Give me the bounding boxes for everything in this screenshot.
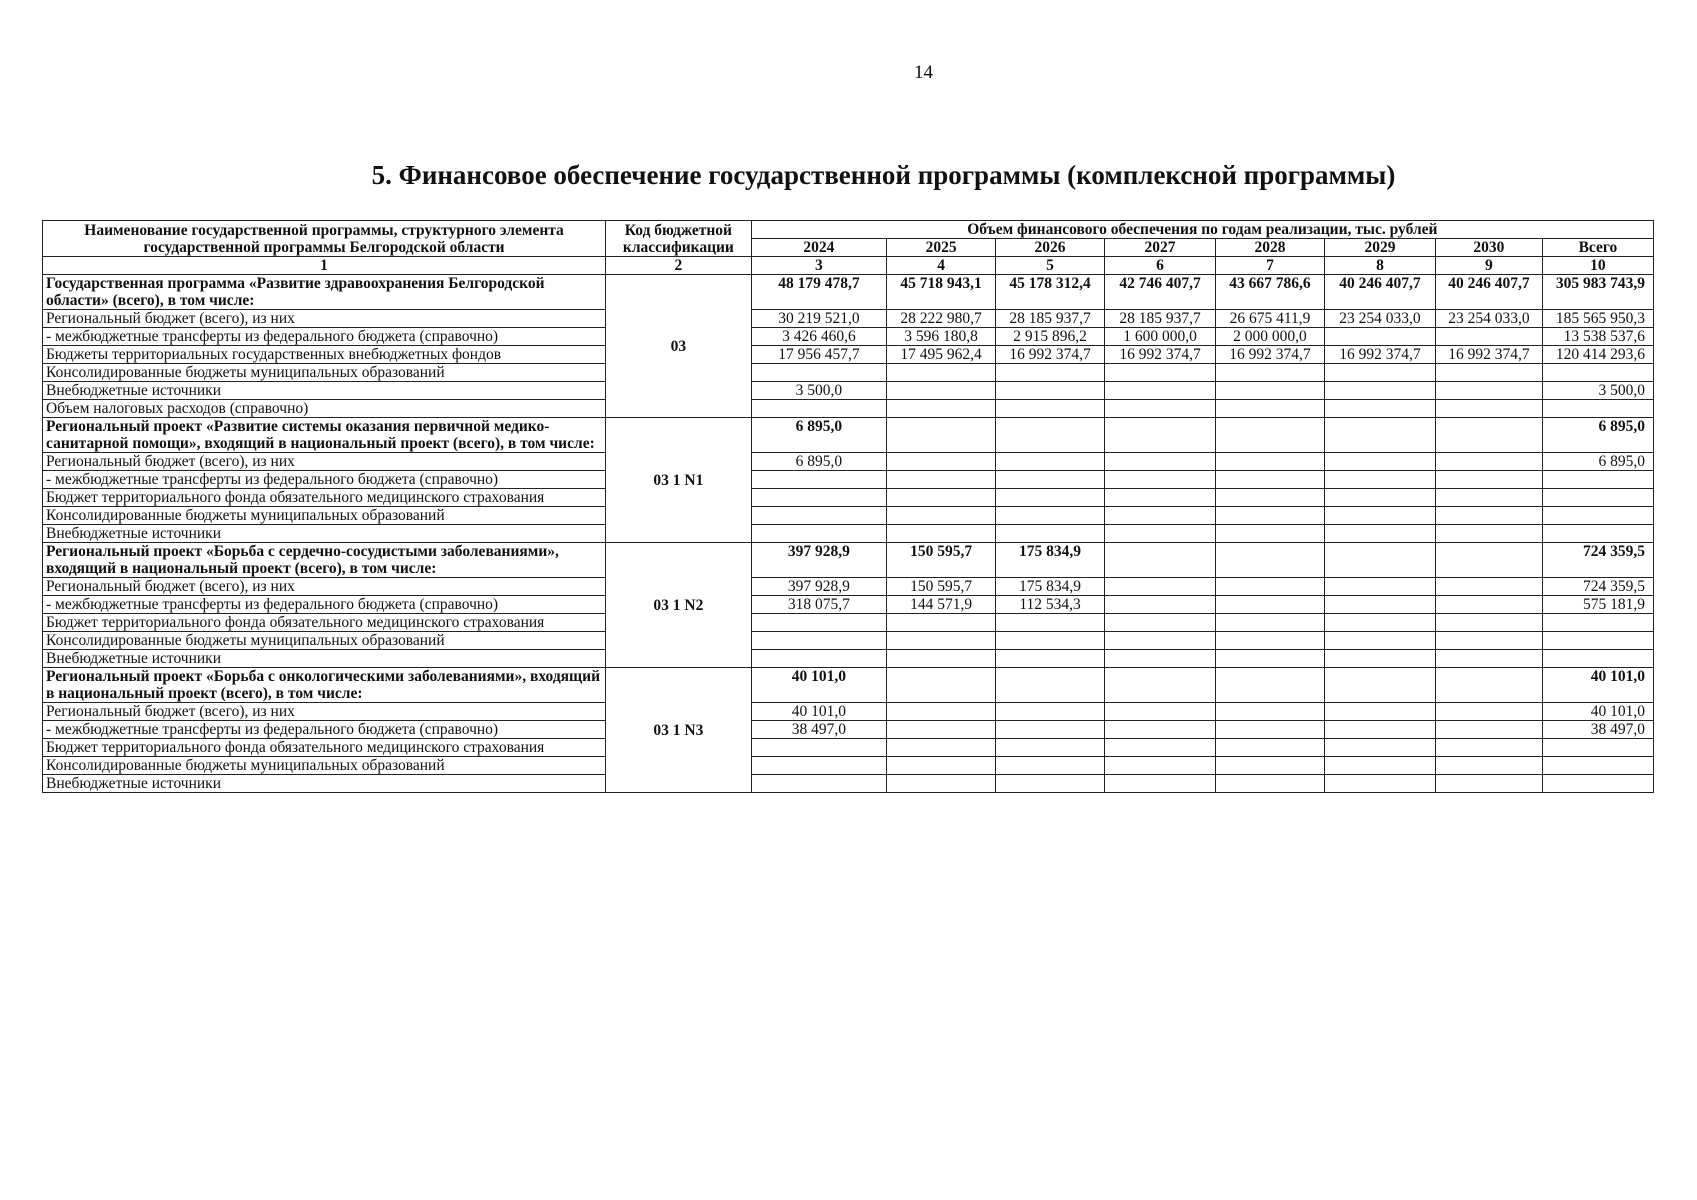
- value-cell: [887, 364, 996, 382]
- value-cell: 16 992 374,7: [1324, 346, 1435, 364]
- value-cell: [1324, 578, 1435, 596]
- total-cell: [1542, 650, 1653, 668]
- value-cell: [1216, 453, 1325, 471]
- total-cell: [1542, 525, 1653, 543]
- value-cell: [1324, 400, 1435, 418]
- table-row: [43, 757, 1654, 775]
- value-cell: 28 185 937,7: [1105, 310, 1216, 328]
- value-cell: [996, 775, 1105, 793]
- value-cell: [1216, 596, 1325, 614]
- value-cell: [996, 471, 1105, 489]
- value-cell: [1216, 489, 1325, 507]
- row-name: Объем налоговых расходов (справочно): [43, 400, 606, 418]
- col-index: 2: [606, 257, 752, 275]
- value-cell: 16 992 374,7: [1435, 346, 1542, 364]
- value-cell: [1216, 614, 1325, 632]
- value-cell: 175 834,9: [996, 543, 1105, 578]
- col-index: 3: [751, 257, 886, 275]
- value-cell: [1324, 596, 1435, 614]
- value-cell: 3 596 180,8: [887, 328, 996, 346]
- row-name: - межбюджетные трансферты из федерального бюджета (справочно): [43, 471, 606, 489]
- value-cell: 30 219 521,0: [751, 310, 886, 328]
- value-cell: [996, 489, 1105, 507]
- value-cell: [1216, 364, 1325, 382]
- value-cell: [887, 668, 996, 703]
- value-cell: [1324, 775, 1435, 793]
- value-cell: [1105, 400, 1216, 418]
- row-name: Консолидированные бюджеты муниципальных образований: [43, 632, 606, 650]
- table-row: [43, 489, 1654, 507]
- value-cell: [1435, 596, 1542, 614]
- total-cell: 40 101,0: [1542, 668, 1653, 703]
- row-name: Бюджеты территориальных государственных внебюджетных фондов: [43, 346, 606, 364]
- value-cell: [1105, 543, 1216, 578]
- value-cell: 43 667 786,6: [1216, 275, 1325, 310]
- table-row: [43, 650, 1654, 668]
- value-cell: [1105, 453, 1216, 471]
- total-cell: [1542, 489, 1653, 507]
- value-cell: [1324, 525, 1435, 543]
- table-row: [43, 346, 1654, 364]
- total-cell: [1542, 614, 1653, 632]
- table-row: [43, 721, 1654, 739]
- value-cell: [1216, 775, 1325, 793]
- value-cell: [751, 775, 886, 793]
- value-cell: [887, 525, 996, 543]
- finance-table: [42, 220, 1654, 793]
- value-cell: [1435, 453, 1542, 471]
- value-cell: [887, 400, 996, 418]
- total-cell: 6 895,0: [1542, 418, 1653, 453]
- value-cell: [1324, 721, 1435, 739]
- table-row: [43, 775, 1654, 793]
- value-cell: [996, 650, 1105, 668]
- value-cell: [887, 703, 996, 721]
- header-year: 2026: [996, 239, 1105, 257]
- value-cell: [1324, 364, 1435, 382]
- row-name: Внебюджетные источники: [43, 382, 606, 400]
- value-cell: [1105, 650, 1216, 668]
- value-cell: [1435, 543, 1542, 578]
- table-row: [43, 668, 1654, 703]
- value-cell: [751, 614, 886, 632]
- value-cell: [751, 739, 886, 757]
- total-cell: 305 983 743,9: [1542, 275, 1653, 310]
- value-cell: [887, 650, 996, 668]
- value-cell: [1435, 775, 1542, 793]
- value-cell: [887, 471, 996, 489]
- value-cell: [996, 614, 1105, 632]
- total-cell: [1542, 775, 1653, 793]
- value-cell: [751, 364, 886, 382]
- row-name: Региональный бюджет (всего), из них: [43, 310, 606, 328]
- row-name: Государственная программа «Развитие здравоохранения Белгородской области» (всего), в том числе:: [43, 275, 606, 310]
- row-name: Бюджет территориального фонда обязательного медицинского страхования: [43, 614, 606, 632]
- table-row: [43, 703, 1654, 721]
- value-cell: 6 895,0: [751, 453, 886, 471]
- row-name: Региональный бюджет (всего), из них: [43, 703, 606, 721]
- col-index: 1: [43, 257, 606, 275]
- row-name: Бюджет территориального фонда обязательного медицинского страхования: [43, 489, 606, 507]
- value-cell: [1216, 543, 1325, 578]
- table-row: [43, 632, 1654, 650]
- value-cell: [996, 525, 1105, 543]
- value-cell: [1324, 489, 1435, 507]
- row-name: - межбюджетные трансферты из федерального бюджета (справочно): [43, 721, 606, 739]
- value-cell: 150 595,7: [887, 543, 996, 578]
- total-cell: 3 500,0: [1542, 382, 1653, 400]
- page-number: 14: [914, 62, 933, 83]
- col-index: 7: [1216, 257, 1325, 275]
- value-cell: [996, 632, 1105, 650]
- value-cell: 48 179 478,7: [751, 275, 886, 310]
- value-cell: [996, 364, 1105, 382]
- row-name: - межбюджетные трансферты из федерального бюджета (справочно): [43, 328, 606, 346]
- value-cell: [1105, 418, 1216, 453]
- value-cell: [887, 721, 996, 739]
- value-cell: 318 075,7: [751, 596, 886, 614]
- value-cell: [1435, 703, 1542, 721]
- table-row: [43, 275, 1654, 310]
- budget-code: 03: [606, 275, 752, 418]
- table-row: [43, 543, 1654, 578]
- value-cell: 23 254 033,0: [1435, 310, 1542, 328]
- value-cell: [1435, 471, 1542, 489]
- value-cell: [887, 757, 996, 775]
- value-cell: [1105, 507, 1216, 525]
- value-cell: [887, 632, 996, 650]
- value-cell: [1105, 668, 1216, 703]
- value-cell: [887, 614, 996, 632]
- value-cell: 2 000 000,0: [1216, 328, 1325, 346]
- value-cell: 42 746 407,7: [1105, 275, 1216, 310]
- value-cell: [1216, 632, 1325, 650]
- table-row: [43, 578, 1654, 596]
- value-cell: [887, 775, 996, 793]
- page-title: 5. Финансовое обеспечение государственной программы (комплексной программы): [371, 160, 1396, 190]
- value-cell: 45 718 943,1: [887, 275, 996, 310]
- value-cell: [1435, 489, 1542, 507]
- value-cell: [1324, 703, 1435, 721]
- row-name: - межбюджетные трансферты из федерального бюджета (справочно): [43, 596, 606, 614]
- value-cell: 397 928,9: [751, 578, 886, 596]
- value-cell: [1105, 703, 1216, 721]
- value-cell: [1435, 614, 1542, 632]
- value-cell: [751, 757, 886, 775]
- value-cell: 1 600 000,0: [1105, 328, 1216, 346]
- header-year: 2024: [751, 239, 886, 257]
- value-cell: [1435, 632, 1542, 650]
- value-cell: [1435, 364, 1542, 382]
- table-row: [43, 328, 1654, 346]
- value-cell: [1216, 739, 1325, 757]
- value-cell: [1324, 471, 1435, 489]
- value-cell: [1435, 328, 1542, 346]
- value-cell: 23 254 033,0: [1324, 310, 1435, 328]
- header-total: Всего: [1542, 239, 1653, 257]
- total-cell: 13 538 537,6: [1542, 328, 1653, 346]
- value-cell: [1105, 364, 1216, 382]
- value-cell: [1216, 525, 1325, 543]
- value-cell: 150 595,7: [887, 578, 996, 596]
- value-cell: [751, 471, 886, 489]
- value-cell: 38 497,0: [751, 721, 886, 739]
- header-year: 2027: [1105, 239, 1216, 257]
- row-name: Региональный проект «Борьба с онкологическими заболеваниями», входящий в национальный проект (всего), в том числе:: [43, 668, 606, 703]
- value-cell: [887, 418, 996, 453]
- budget-code: 03 1 N1: [606, 418, 752, 543]
- value-cell: [996, 507, 1105, 525]
- value-cell: 17 956 457,7: [751, 346, 886, 364]
- total-cell: [1542, 757, 1653, 775]
- value-cell: [1435, 668, 1542, 703]
- header-year: 2030: [1435, 239, 1542, 257]
- total-cell: 724 359,5: [1542, 578, 1653, 596]
- table-row: [43, 453, 1654, 471]
- value-cell: [1105, 632, 1216, 650]
- value-cell: [1216, 382, 1325, 400]
- table-row: [43, 596, 1654, 614]
- value-cell: [1216, 471, 1325, 489]
- value-cell: 16 992 374,7: [996, 346, 1105, 364]
- total-cell: 120 414 293,6: [1542, 346, 1653, 364]
- row-name: Региональный проект «Борьба с сердечно-сосудистыми заболеваниями», входящий в национальный проект (всего), в том числе:: [43, 543, 606, 578]
- value-cell: [887, 382, 996, 400]
- row-name: Внебюджетные источники: [43, 650, 606, 668]
- total-cell: [1542, 400, 1653, 418]
- value-cell: 17 495 962,4: [887, 346, 996, 364]
- value-cell: [1105, 382, 1216, 400]
- value-cell: [1435, 578, 1542, 596]
- value-cell: [1435, 400, 1542, 418]
- total-cell: 6 895,0: [1542, 453, 1653, 471]
- value-cell: 3 426 460,6: [751, 328, 886, 346]
- value-cell: [996, 739, 1105, 757]
- value-cell: 144 571,9: [887, 596, 996, 614]
- value-cell: 16 992 374,7: [1105, 346, 1216, 364]
- value-cell: [1105, 525, 1216, 543]
- value-cell: 397 928,9: [751, 543, 886, 578]
- value-cell: [1324, 507, 1435, 525]
- value-cell: [1324, 453, 1435, 471]
- value-cell: 175 834,9: [996, 578, 1105, 596]
- value-cell: [1216, 703, 1325, 721]
- row-name: Региональный бюджет (всего), из них: [43, 453, 606, 471]
- value-cell: [996, 721, 1105, 739]
- total-cell: 185 565 950,3: [1542, 310, 1653, 328]
- col-index: 8: [1324, 257, 1435, 275]
- value-cell: [887, 489, 996, 507]
- col-index: 4: [887, 257, 996, 275]
- header-year: 2025: [887, 239, 996, 257]
- value-cell: [1324, 382, 1435, 400]
- col-index: 9: [1435, 257, 1542, 275]
- value-cell: [1216, 757, 1325, 775]
- header-name: Наименование государственной программы, структурного элемента государственной программы Белгородской области: [43, 221, 606, 257]
- table-row: [43, 614, 1654, 632]
- budget-code: 03 1 N2: [606, 543, 752, 668]
- value-cell: [1105, 775, 1216, 793]
- table-row: [43, 525, 1654, 543]
- value-cell: [1216, 578, 1325, 596]
- budget-code: 03 1 N3: [606, 668, 752, 793]
- value-cell: 26 675 411,9: [1216, 310, 1325, 328]
- value-cell: [1435, 382, 1542, 400]
- value-cell: [1435, 525, 1542, 543]
- value-cell: 40 101,0: [751, 668, 886, 703]
- table-row: [43, 418, 1654, 453]
- value-cell: [1216, 721, 1325, 739]
- value-cell: [996, 400, 1105, 418]
- value-cell: [1435, 721, 1542, 739]
- value-cell: [996, 703, 1105, 721]
- table-row: [43, 739, 1654, 757]
- value-cell: 40 246 407,7: [1435, 275, 1542, 310]
- total-cell: 724 359,5: [1542, 543, 1653, 578]
- table-row: [43, 471, 1654, 489]
- value-cell: [1324, 757, 1435, 775]
- total-cell: [1542, 471, 1653, 489]
- value-cell: 45 178 312,4: [996, 275, 1105, 310]
- value-cell: [751, 400, 886, 418]
- value-cell: 16 992 374,7: [1216, 346, 1325, 364]
- row-name: Консолидированные бюджеты муниципальных образований: [43, 364, 606, 382]
- value-cell: [1435, 650, 1542, 668]
- value-cell: [996, 418, 1105, 453]
- header-year: 2028: [1216, 239, 1325, 257]
- total-cell: 40 101,0: [1542, 703, 1653, 721]
- value-cell: [751, 507, 886, 525]
- value-cell: [1435, 757, 1542, 775]
- value-cell: [1324, 614, 1435, 632]
- value-cell: [1216, 400, 1325, 418]
- row-name: Консолидированные бюджеты муниципальных образований: [43, 757, 606, 775]
- value-cell: [996, 668, 1105, 703]
- value-cell: [1105, 739, 1216, 757]
- value-cell: [1216, 418, 1325, 453]
- value-cell: [1105, 721, 1216, 739]
- value-cell: [1216, 507, 1325, 525]
- value-cell: [996, 757, 1105, 775]
- value-cell: 6 895,0: [751, 418, 886, 453]
- value-cell: [1216, 668, 1325, 703]
- value-cell: [1105, 614, 1216, 632]
- header-row-indices: [43, 257, 1654, 275]
- value-cell: [1105, 596, 1216, 614]
- value-cell: [1324, 543, 1435, 578]
- value-cell: [887, 453, 996, 471]
- total-cell: 38 497,0: [1542, 721, 1653, 739]
- value-cell: [1435, 739, 1542, 757]
- value-cell: 112 534,3: [996, 596, 1105, 614]
- value-cell: [751, 525, 886, 543]
- row-name: Региональный проект «Развитие системы оказания первичной медико-санитарной помощи», входящий в национальный проект (всего), в том числе:: [43, 418, 606, 453]
- value-cell: [887, 739, 996, 757]
- table-row: [43, 507, 1654, 525]
- value-cell: [1435, 507, 1542, 525]
- value-cell: [887, 507, 996, 525]
- value-cell: [996, 382, 1105, 400]
- value-cell: [1324, 650, 1435, 668]
- total-cell: [1542, 507, 1653, 525]
- table-row: [43, 382, 1654, 400]
- value-cell: [751, 489, 886, 507]
- table-row: [43, 310, 1654, 328]
- value-cell: [1105, 471, 1216, 489]
- value-cell: 40 246 407,7: [1324, 275, 1435, 310]
- value-cell: [1324, 418, 1435, 453]
- value-cell: [1324, 328, 1435, 346]
- row-name: Региональный бюджет (всего), из них: [43, 578, 606, 596]
- header-volume: Объем финансового обеспечения по годам реализации, тыс. рублей: [751, 221, 1653, 239]
- header-year: 2029: [1324, 239, 1435, 257]
- value-cell: 2 915 896,2: [996, 328, 1105, 346]
- col-index: 6: [1105, 257, 1216, 275]
- value-cell: [1324, 668, 1435, 703]
- value-cell: [751, 650, 886, 668]
- value-cell: 28 185 937,7: [996, 310, 1105, 328]
- header-row-1: [43, 221, 1654, 239]
- value-cell: [1324, 739, 1435, 757]
- col-index: 10: [1542, 257, 1653, 275]
- col-index: 5: [996, 257, 1105, 275]
- table-row: [43, 364, 1654, 382]
- value-cell: [1216, 650, 1325, 668]
- total-cell: [1542, 632, 1653, 650]
- value-cell: [1105, 578, 1216, 596]
- row-name: Внебюджетные источники: [43, 525, 606, 543]
- value-cell: [1105, 757, 1216, 775]
- total-cell: 575 181,9: [1542, 596, 1653, 614]
- row-name: Внебюджетные источники: [43, 775, 606, 793]
- header-code: Код бюджетной классификации: [606, 221, 752, 257]
- value-cell: [1105, 489, 1216, 507]
- row-name: Консолидированные бюджеты муниципальных образований: [43, 507, 606, 525]
- row-name: Бюджет территориального фонда обязательного медицинского страхования: [43, 739, 606, 757]
- value-cell: [996, 453, 1105, 471]
- value-cell: 28 222 980,7: [887, 310, 996, 328]
- table-row: [43, 400, 1654, 418]
- total-cell: [1542, 739, 1653, 757]
- value-cell: [1324, 632, 1435, 650]
- value-cell: [1435, 418, 1542, 453]
- total-cell: [1542, 364, 1653, 382]
- value-cell: [751, 632, 886, 650]
- value-cell: 3 500,0: [751, 382, 886, 400]
- value-cell: 40 101,0: [751, 703, 886, 721]
